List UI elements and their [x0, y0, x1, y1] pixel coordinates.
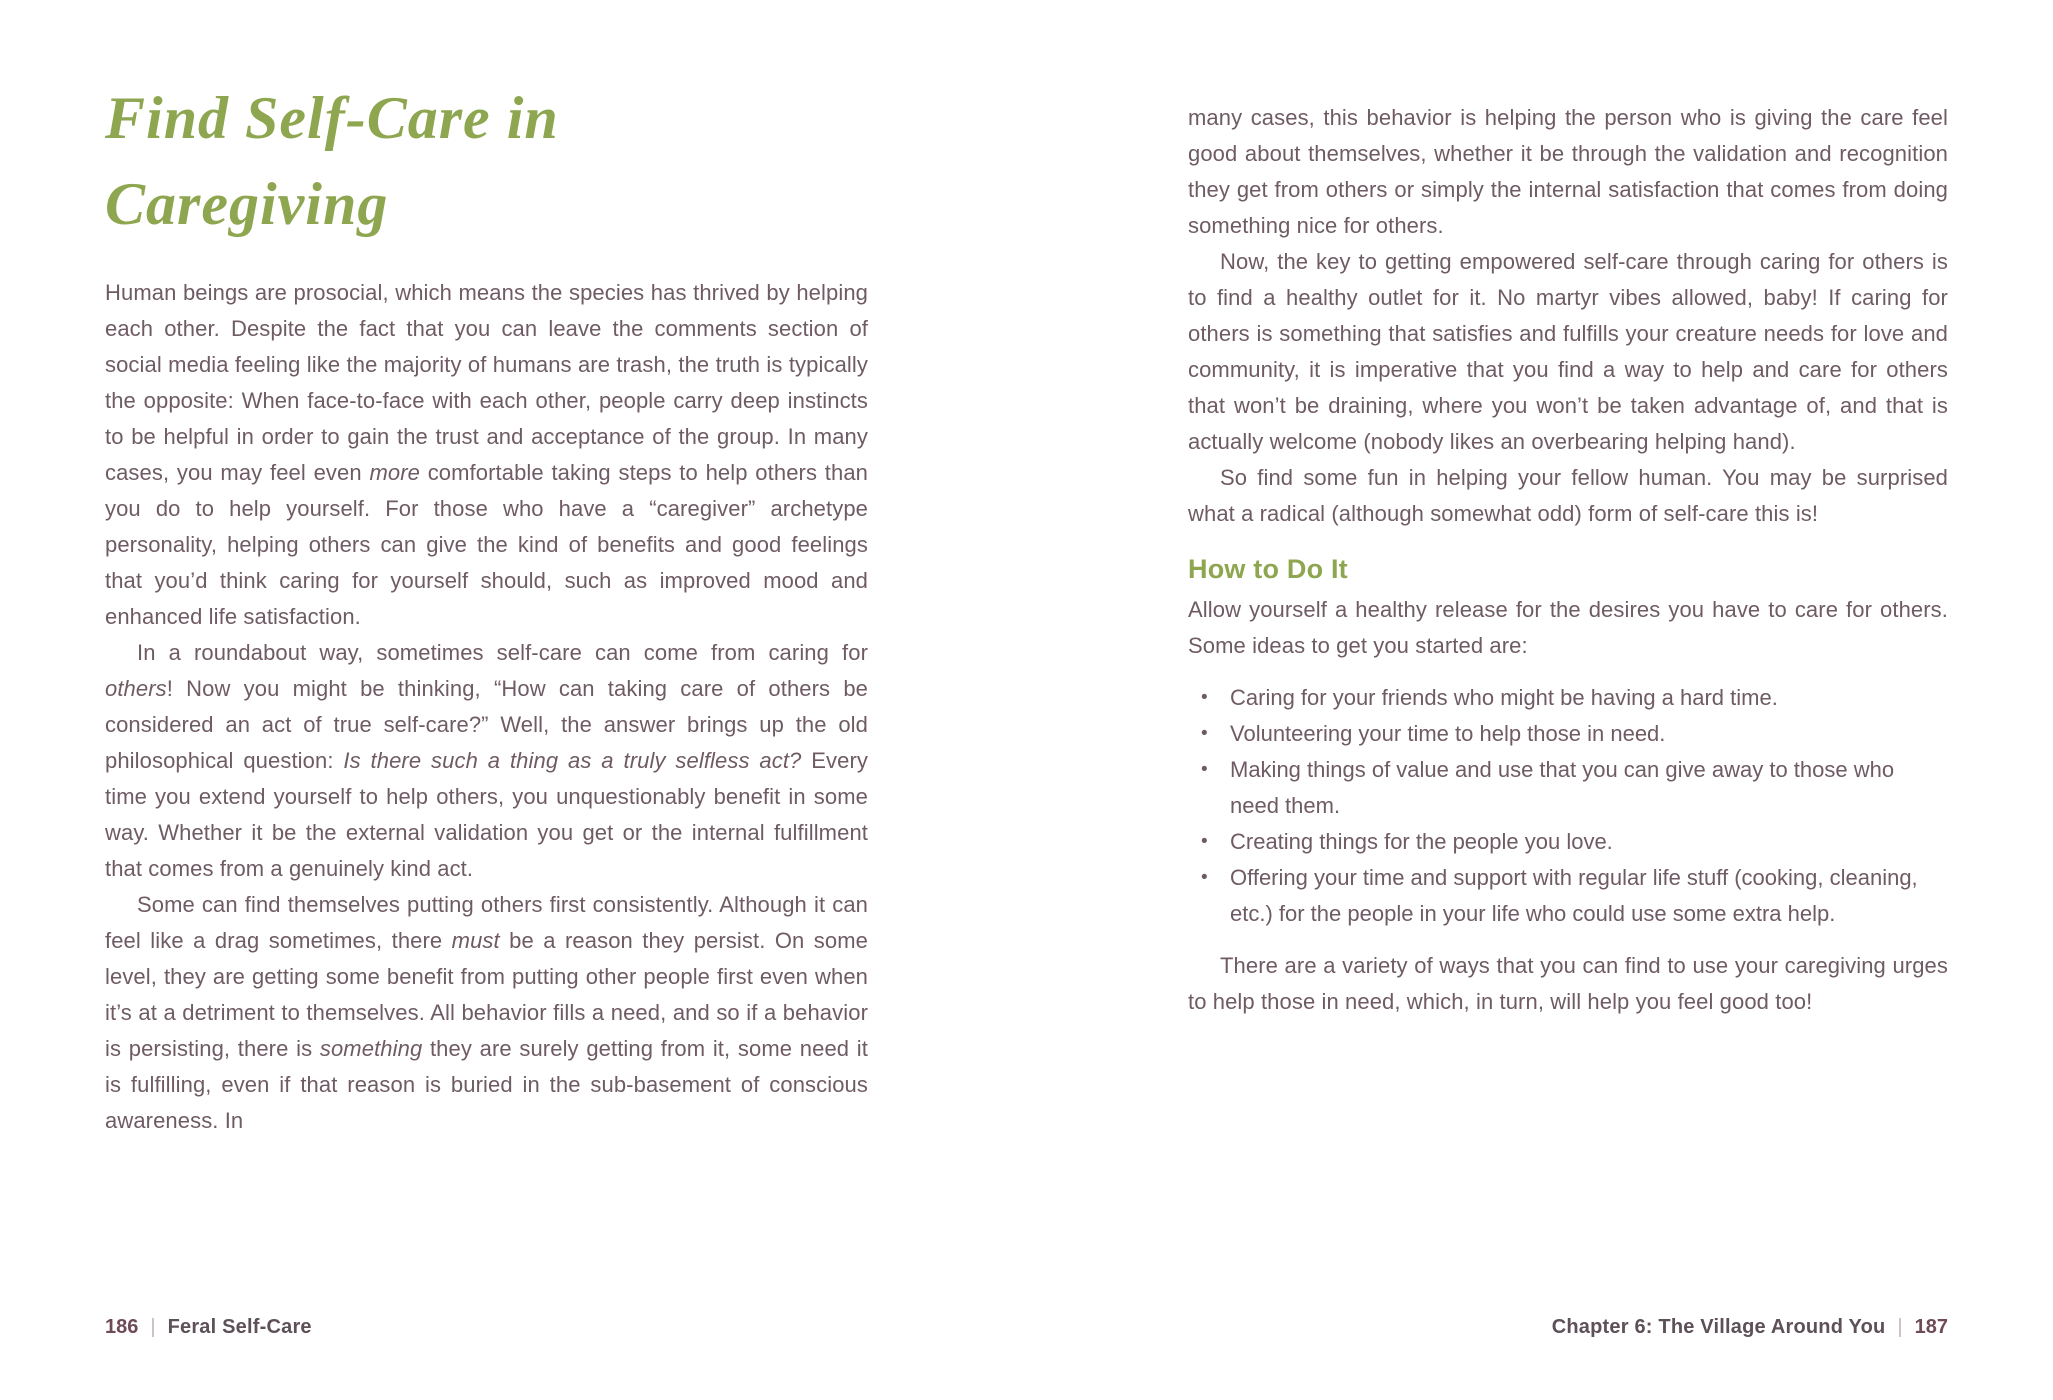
list-item: • Caring for your friends who might be having a hard time.: [1188, 680, 1948, 716]
paragraph: [1188, 244, 1948, 460]
list-item: • Volunteering your time to help those in need.: [1188, 716, 1948, 752]
text-segment: There are a variety of ways that you can find to use your caregiving urges to help those in need, which, in turn, will help you feel good too!: [1188, 953, 1948, 1014]
chapter-title: Chapter 6: The Village Around You: [1551, 1316, 1886, 1338]
text-segment-italic: something: [319, 1036, 423, 1061]
text-segment: Allow yourself a healthy release for the desires you have to care for others. Some ideas to get you started are:: [1188, 597, 1948, 658]
chapter-entry-title: [105, 75, 868, 247]
text-segment: comfortable taking steps to help others than you do to help yourself. For those who have a “caregiver” archetype personality, helping others can give the kind of benefits and good feelings that you’d think caring for yourself should, such as improved mood and enhanced life satisfaction.: [105, 460, 868, 629]
text-segment: many cases, this behavior is helping the person who is giving the care feel good about themselves, whether it be through the validation and recognition they get from others or simply the internal satisfaction that comes from doing something nice for others.: [1188, 105, 1948, 238]
paragraph: [105, 275, 868, 635]
text-segment: ! Now you might be thinking, “How can taking care of others be considered an act of true self-care?” Well, the answer brings up the old philosophical question:: [105, 676, 868, 773]
paragraph: [1188, 100, 1948, 244]
left-page: [105, 75, 868, 1139]
text-segment-italic: must: [451, 928, 500, 953]
text-segment: be a reason they persist. On some level, they are getting some benefit from putting other people first even when it’s at a detriment to themselves. All behavior fills a need, and so if a behavior is persisting, there is: [105, 928, 868, 1061]
text-segment: So find some fun in helping your fellow human. You may be surprised what a radical (although somewhat odd) form of self-care this is!: [1188, 465, 1948, 526]
right-page: [1188, 100, 1948, 1020]
text-segment-italic: others: [105, 676, 167, 701]
text-segment: Every time you extend yourself to help others, you unquestionably benefit in some way. Whether it be the external validation you get or the internal fulfillment that comes from a genuinely kind act.: [105, 748, 868, 881]
text-segment-italic: Is there such a thing as a truly selfless act?: [343, 748, 802, 773]
closing-paragraph: [1188, 948, 1948, 1020]
title-line-2: Caregiving: [105, 171, 389, 237]
list-item: • Offering your time and support with regular life stuff (cooking, cleaning, etc.) for the people in your life who could use some extra help.: [1188, 860, 1948, 932]
page-number: 186: [105, 1316, 139, 1338]
paragraph: [1188, 460, 1948, 532]
text-segment: Now, the key to getting empowered self-care through caring for others is to find a healthy outlet for it. No martyr vibes allowed, baby! If caring for others is something that satisfies and fulfills your creature needs for love and community, it is imperative that you find a way to help and care for others that won’t be draining, where you won’t be taken advantage of, and that is actually welcome (nobody likes an overbearing helping hand).: [1188, 249, 1948, 454]
list-item: • Making things of value and use that you can give away to those who need them.: [1188, 752, 1948, 824]
how-to-intro-paragraph: [1188, 592, 1948, 664]
list-item: • Creating things for the people you love.: [1188, 824, 1948, 860]
text-segment-italic: more: [369, 460, 420, 485]
book-title: Feral Self-Care: [167, 1316, 312, 1338]
how-to-do-it-heading: How to Do It: [1188, 554, 1348, 584]
paragraph: [105, 635, 868, 887]
left-page-footer: [105, 1312, 868, 1342]
footer-divider: |: [1897, 1316, 1903, 1338]
title-line-1: Find Self-Care in: [105, 85, 559, 151]
text-segment: Human beings are prosocial, which means the species has thrived by helping each other. Despite the fact that you can leave the comments section of social media feeling like the majority of humans are trash, the truth is typically the opposite: When face-to-face with each other, people carry deep instincts to be helpful in order to gain the trust and acceptance of the group. In many cases, you may feel even: [105, 280, 868, 485]
paragraph: [105, 887, 868, 1139]
page-number: 187: [1914, 1316, 1948, 1338]
text-segment: In a roundabout way, sometimes self-care can come from caring for: [137, 640, 868, 665]
text-segment: Some can find themselves putting others first consistently. Although it can feel like a drag sometimes, there: [105, 892, 868, 953]
ideas-list: [1188, 680, 1948, 932]
footer-divider: |: [150, 1316, 156, 1338]
text-segment: they are surely getting from it, some need it is fulfilling, even if that reason is buried in the sub-basement of conscious awareness. In: [105, 1036, 868, 1133]
right-page-footer: [1188, 1312, 1948, 1342]
